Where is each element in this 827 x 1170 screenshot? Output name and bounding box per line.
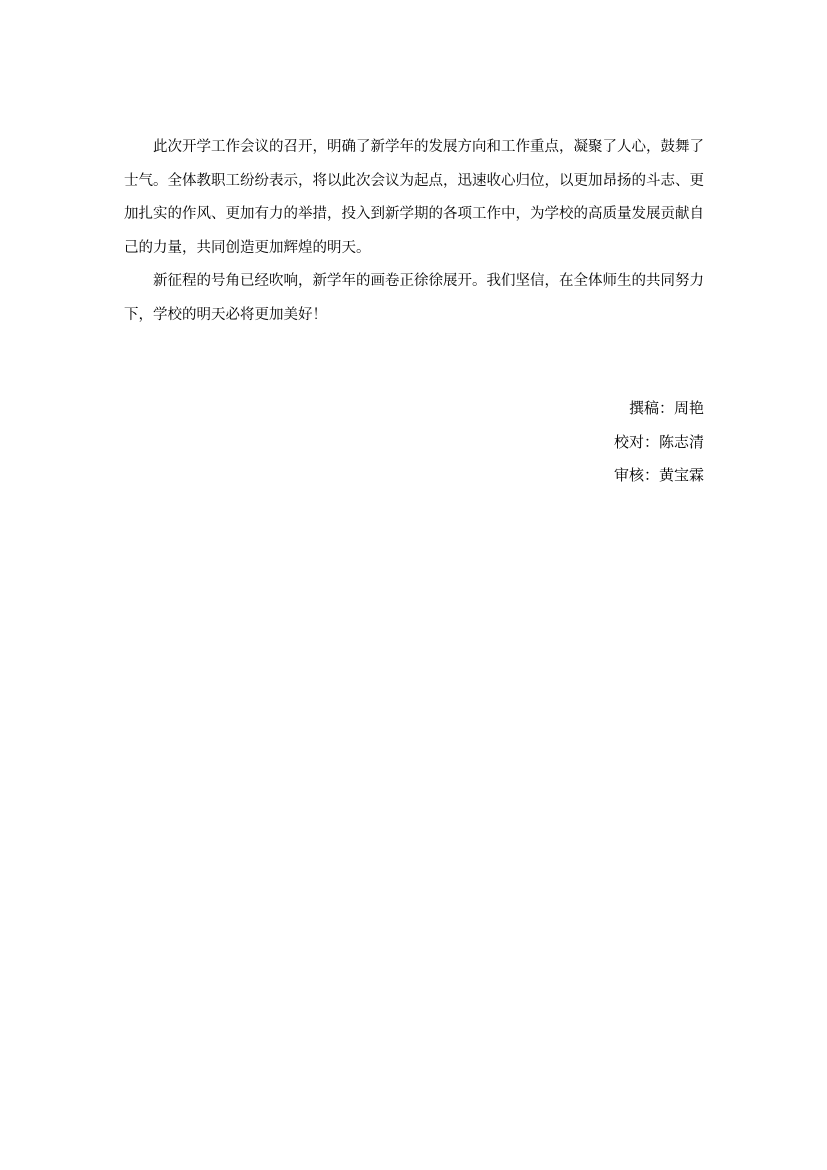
signature-line-proofreader: 校对：陈志清 — [613, 434, 704, 451]
paragraph-meeting-summary: 此次开学工作会议的召开，明确了新学年的发展方向和工作重点，凝聚了人心，鼓舞了士气。全体教职工纷纷表示，将以此次会议为起点，迅速收心归位，以更加昂扬的斗志、更加扎实的作风、更加有力的举措，投入到新学期的各项工作中，为学校的高质量发展贡献自己的力量，共同创造更加辉煌的明天。 — [124, 139, 704, 256]
body-text — [124, 131, 704, 332]
paragraph-closing-outlook: 新征程的号角已经吹响，新学年的画卷正徐徐展开。我们坚信，在全体师生的共同努力下，学校的明天必将更加美好！ — [124, 273, 704, 323]
signature-block — [124, 393, 704, 494]
signature-line-drafter: 撰稿：周艳 — [628, 401, 704, 417]
signature-line-reviewer: 审核：黄宝霖 — [613, 468, 704, 484]
